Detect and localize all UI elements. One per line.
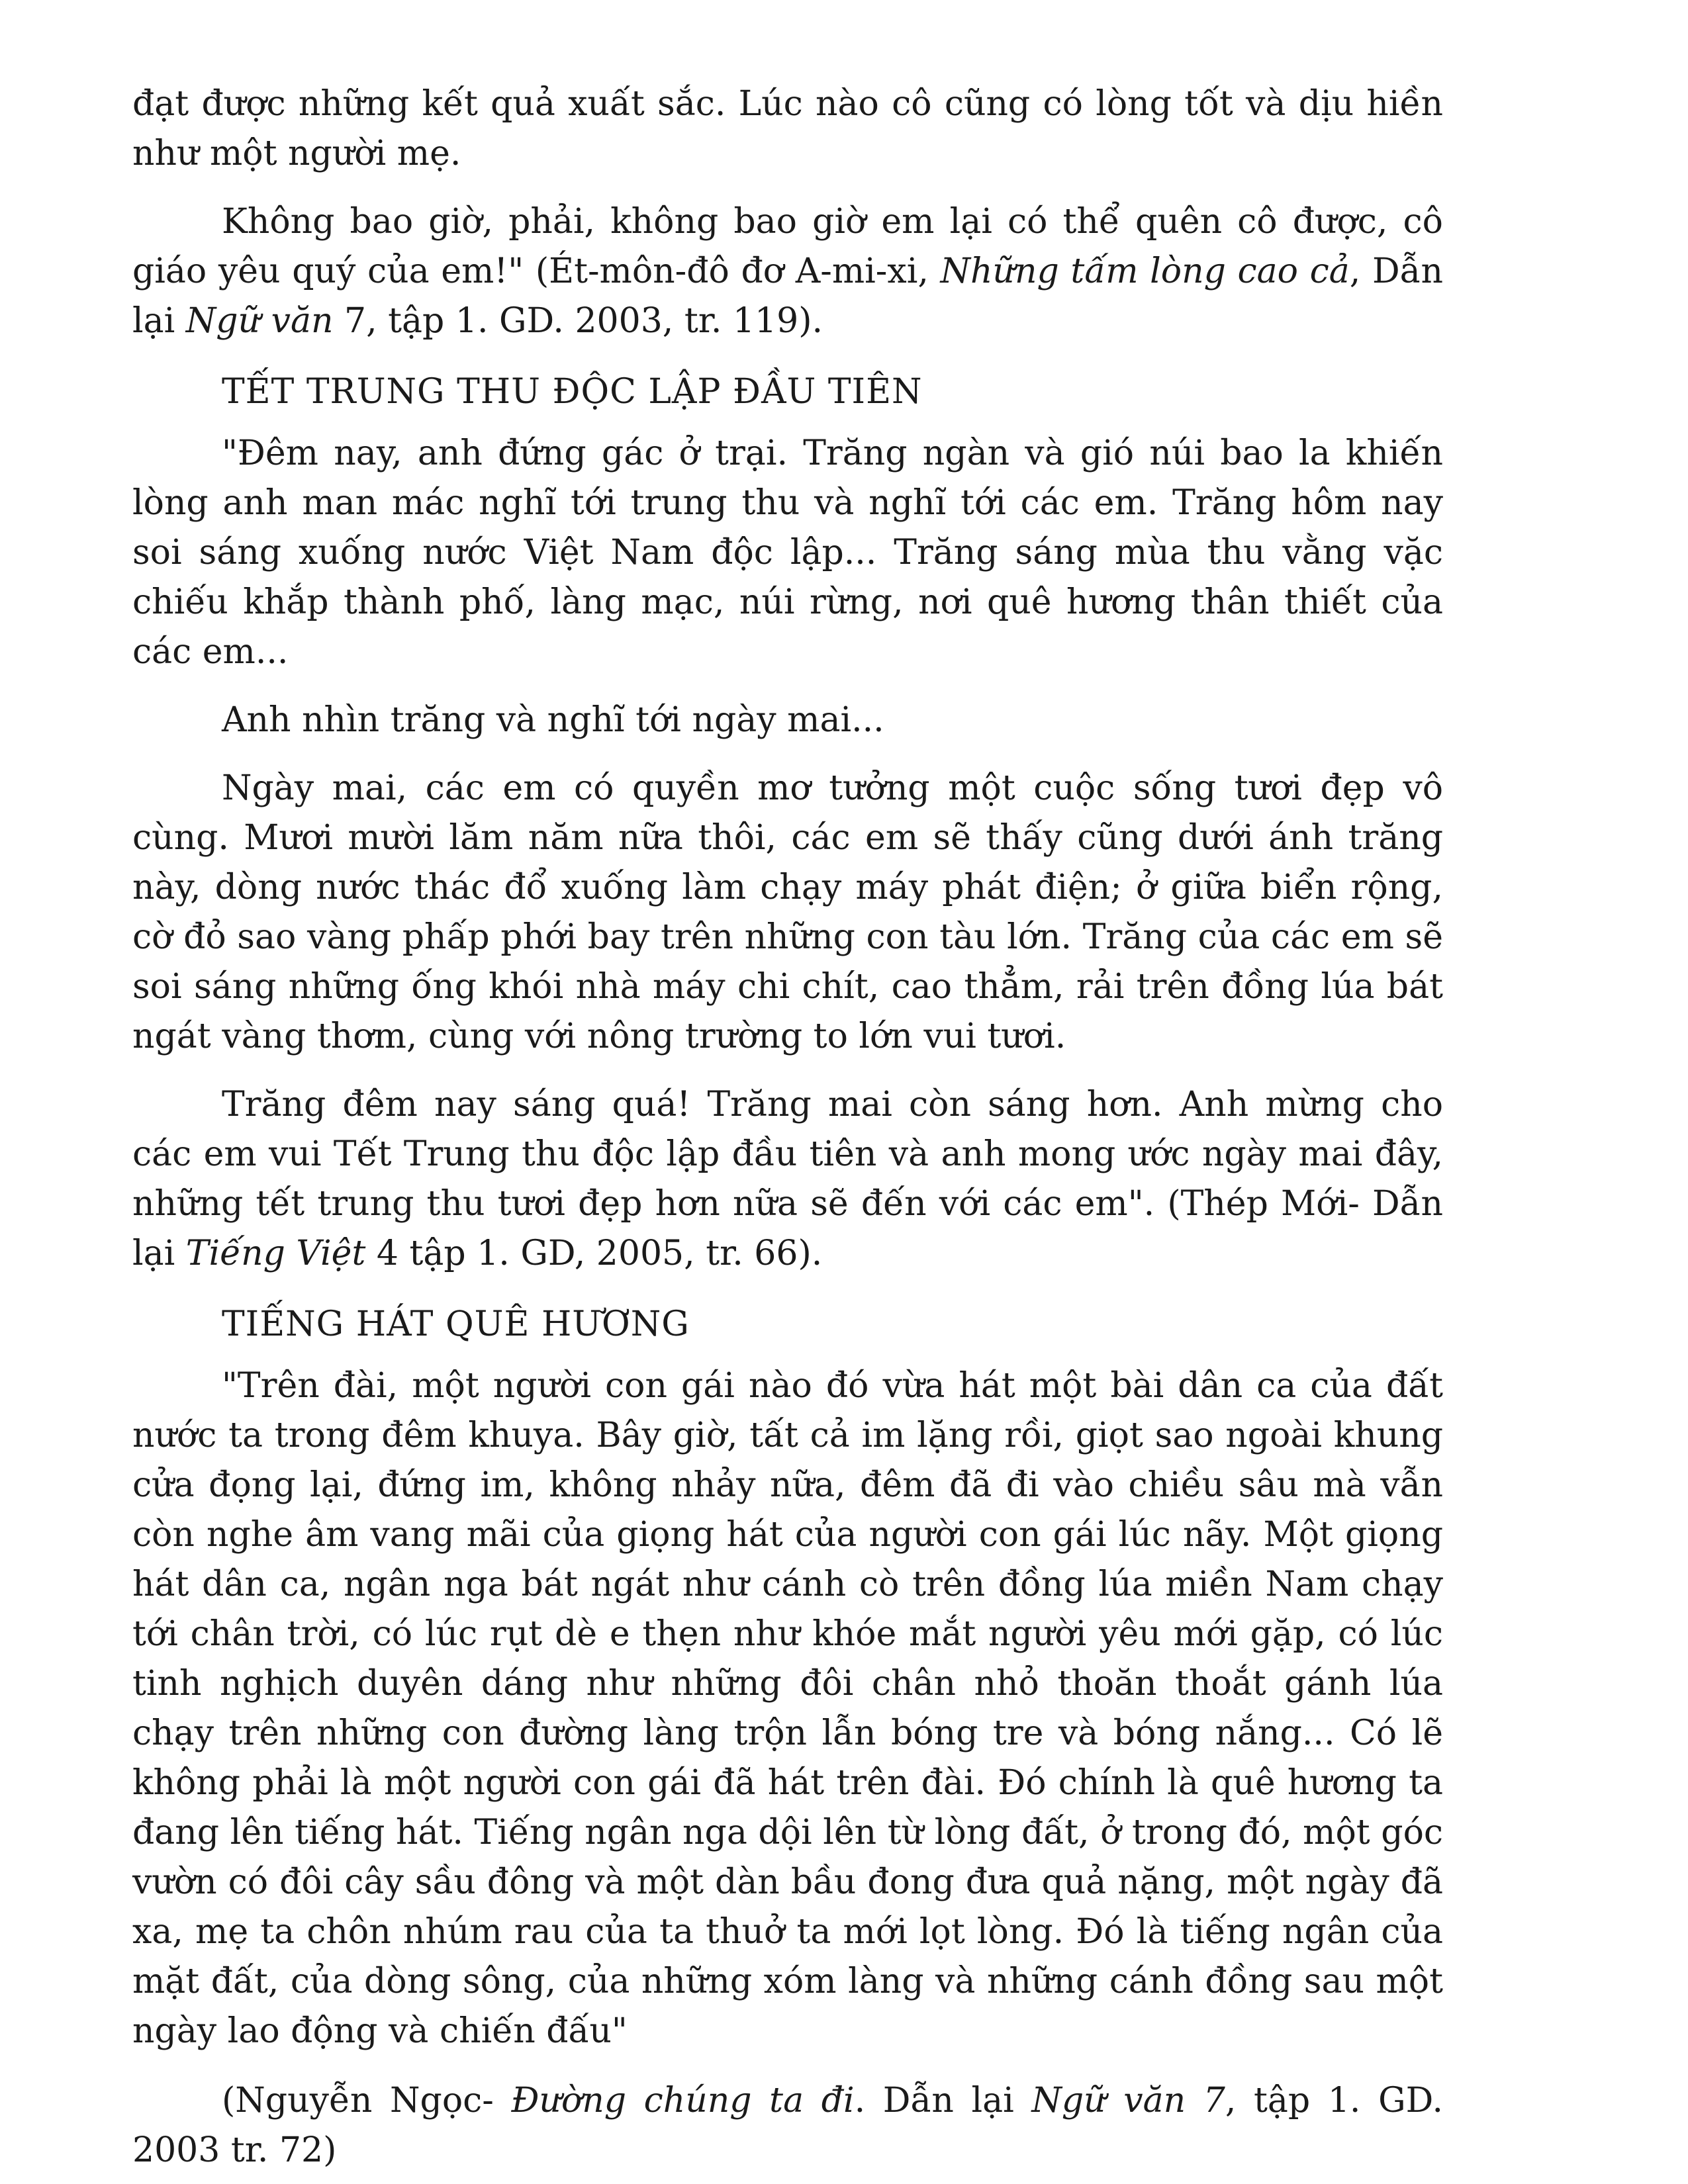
intro-p2-book-title: Những tấm lòng cao cả	[940, 251, 1350, 291]
intro-paragraph-1: đạt được những kết quả xuất sắc. Lúc nào cô cũng có lòng tốt và dịu hiền như một người mẹ.	[132, 84, 1443, 173]
intro-p2-text-c: , Dẫn lại	[132, 251, 1444, 341]
document-page	[132, 79, 1443, 2175]
intro-p2-text-a: Không bao giờ, phải, không bao giờ em lại có thể quên cô được, cô giáo yêu quý của em!" (Ét-môn-đô đơ A-mi-xi,	[132, 202, 1443, 291]
intro-p2-source-title: Ngữ văn	[185, 301, 334, 341]
section-1-heading: TẾT TRUNG THU ĐỘC LẬP ĐẦU TIÊN	[222, 372, 923, 412]
citation-source-title: Ngữ văn 7	[1031, 2081, 1225, 2120]
citation-book-title: Đường chúng ta đi	[511, 2081, 855, 2120]
section-2-citation	[132, 2076, 1443, 2175]
section-2-heading: TIẾNG HÁT QUÊ HƯƠNG	[222, 1304, 690, 1344]
section-1-paragraph-4	[132, 1080, 1443, 1279]
section-1-paragraph-3: Ngày mai, các em có quyền mơ tưởng một cuộc sống tươi đẹp vô cùng. Mươi mười lăm năm nữa thôi, các em sẽ thấy cũng dưới ánh trăng này, dòng nước thác đổ xuống làm chạy máy phát điện; ở giữa biển rộng, cờ đỏ sao vàng phấp phới bay trên những con tàu lớn. Trăng của các em sẽ soi sáng những ống khói nhà máy chi chít, cao thẳm, rải trên đồng lúa bát ngát vàng thơm, cùng với nông trường to lớn vui tươi.	[132, 768, 1443, 1056]
citation-text-e: , tập 1. GD. 2003 tr. 72)	[132, 2081, 1443, 2170]
intro-p2-text-e: 7, tập 1. GD. 2003, tr. 119).	[333, 301, 823, 341]
citation-text-c: . Dẫn lại	[854, 2081, 1032, 2120]
section-1-p4-source-title: Tiếng Việt	[185, 1234, 366, 1273]
citation-text-a: (Nguyễn Ngọc-	[222, 2081, 512, 2120]
section-2-paragraph-1: "Trên đài, một người con gái nào đó vừa hát một bài dân ca của đất nước ta trong đêm khuya. Bây giờ, tất cả im lặng rồi, giọt sao ngoài khung cửa đọng lại, đứng im, không nhảy nữa, đêm đã đi vào chiều sâu mà vẫn còn nghe âm vang mãi của giọng hát của người con gái lúc nãy. Một giọng hát dân ca, ngân nga bát ngát như cánh cò trên đồng lúa miền Nam chạy tới chân trời, có lúc rụt dè e thẹn như khóe mắt người yêu mới gặp, có lúc tinh nghịch duyên dáng như những đôi chân nhỏ thoăn thoắt gánh lúa chạy trên những con đường làng trộn lẫn bóng tre và bóng nắng... Có lẽ không phải là một người con gái đã hát trên đài. Đó chính là quê hương ta đang lên tiếng hát. Tiếng ngân nga dội lên từ lòng đất, ở trong đó, một góc vườn có đôi cây sầu đông và một dàn bầu đong đưa quả nặng, một ngày đã xa, mẹ ta chôn nhúm rau của ta thuở ta mới lọt lòng. Đó là tiếng ngân của mặt đất, của dòng sông, của những xóm làng và những cánh đồng sau một ngày lao động và chiến đấu"	[132, 1366, 1443, 2051]
section-1-paragraph-2: Anh nhìn trăng và nghĩ tới ngày mai...	[222, 700, 884, 740]
intro-paragraph-2	[132, 197, 1443, 346]
section-1-p4-text-a: Trăng đêm nay sáng quá! Trăng mai còn sáng hơn. Anh mừng cho các em vui Tết Trung thu độc lập đầu tiên và anh mong ước ngày mai đây, những tết trung thu tươi đẹp hơn nữa sẽ đến với các em". (Thép Mới- Dẫn lại	[132, 1085, 1443, 1273]
section-1-paragraph-1: "Đêm nay, anh đứng gác ở trại. Trăng ngàn và gió núi bao la khiến lòng anh man mác nghĩ tới trung thu và nghĩ tới các em. Trăng hôm nay soi sáng xuống nước Việt Nam độc lập... Trăng sáng mùa thu vằng vặc chiếu khắp thành phố, làng mạc, núi rừng, nơi quê hương thân thiết của các em...	[132, 433, 1443, 672]
section-1-p4-text-c: 4 tập 1. GD, 2005, tr. 66).	[365, 1234, 823, 1273]
